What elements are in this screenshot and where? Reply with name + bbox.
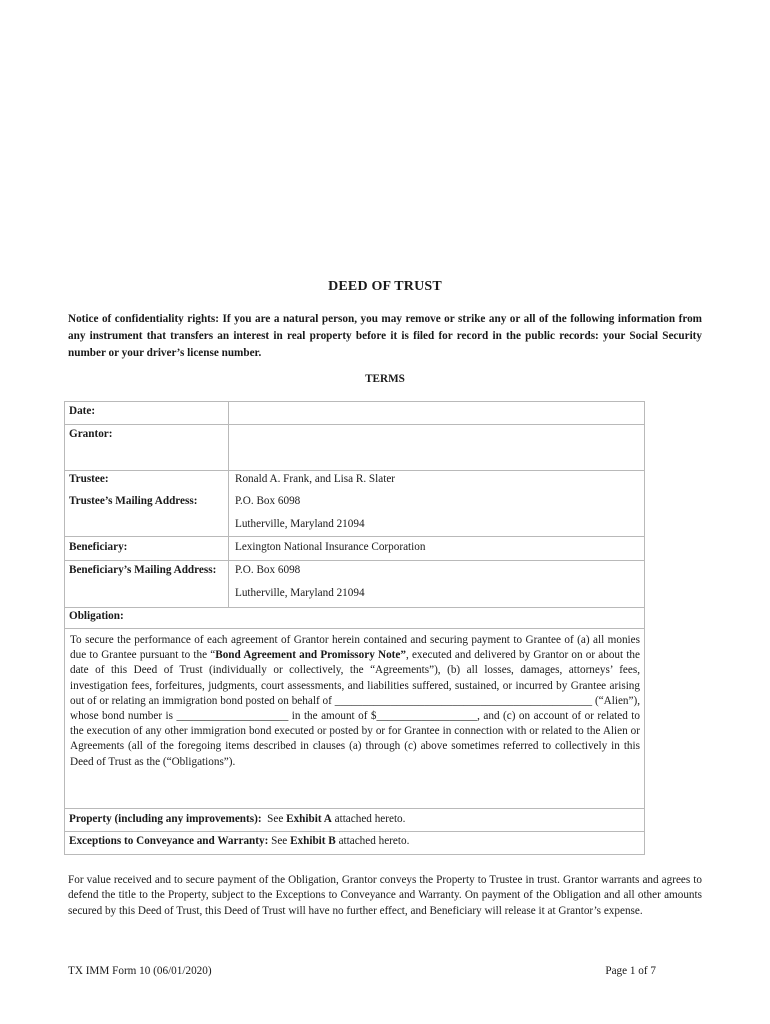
terms-table xyxy=(64,401,645,855)
property-exhibit: Exhibit A xyxy=(286,813,332,825)
row-divider xyxy=(65,470,644,471)
row-divider xyxy=(65,831,644,832)
property-label: Property (including any improvements): xyxy=(69,813,262,825)
confidentiality-notice: Notice of confidentiality rights: If you are a natural person, you may remove or strike any or all of the following information from any instrument that transfers an interest in real property before it is filed for record in the public records: your Social Security number or your driver’s license number. xyxy=(68,313,702,359)
obligation-bold-term: Bond Agreement and Promissory Note” xyxy=(215,649,406,662)
date-label: Date: xyxy=(69,405,96,417)
exceptions-exhibit: Exhibit B xyxy=(290,835,336,847)
exceptions-post: attached hereto. xyxy=(335,835,410,847)
property-pre: See xyxy=(267,813,287,825)
closing-paragraph: For value received and to secure payment of the Obligation, Grantor conveys the Property to Trustee in trust. Grantor warrants and agrees to defend the title to the Property, subject to the Exceptions to Conveyance and Warranty. On payment of the Obligation and all other amounts secured by this Deed of Trust, this Deed of Trust will have no further effect, and Beneficiary will release it at Grantor’s expense. xyxy=(68,874,702,917)
footer-page-number: Page 1 of 7 xyxy=(605,965,656,977)
beneficiary-label: Beneficiary: xyxy=(69,541,128,553)
trustee-address-line2: Lutherville, Maryland 21094 xyxy=(235,518,365,530)
grantor-label: Grantor: xyxy=(69,428,113,440)
trustee-address-line1: P.O. Box 6098 xyxy=(235,495,301,507)
column-divider xyxy=(228,402,229,607)
footer-form-id: TX IMM Form 10 (06/01/2020) xyxy=(68,965,212,977)
trustee-value: Ronald A. Frank, and Lisa R. Slater xyxy=(235,473,396,485)
beneficiary-address-line2: Lutherville, Maryland 21094 xyxy=(235,587,365,599)
trustee-label: Trustee: xyxy=(69,473,109,485)
beneficiary-address-label: Beneficiary’s Mailing Address: xyxy=(69,564,217,576)
exceptions-row xyxy=(69,834,409,849)
row-divider xyxy=(65,808,644,809)
row-divider xyxy=(65,607,644,608)
exceptions-pre: See xyxy=(271,835,291,847)
row-divider xyxy=(65,424,644,425)
exceptions-label: Exceptions to Conveyance and Warranty: xyxy=(69,835,269,847)
grantor-value[interactable] xyxy=(235,427,635,465)
beneficiary-address-line1: P.O. Box 6098 xyxy=(235,564,301,576)
terms-heading: TERMS xyxy=(365,373,405,385)
row-divider xyxy=(65,628,644,629)
row-divider xyxy=(65,536,644,537)
beneficiary-value: Lexington National Insurance Corporation xyxy=(235,541,426,553)
row-divider xyxy=(65,560,644,561)
obligation-text-part2: , executed and delivered by Grantor on or about the date of this Deed of Trust (individually or collectively, the “Agreements”), (b) all losses, damages, attorneys’ fees, investigation fees, forfeitures, judgments, court assessments, and liabilities suffered, sustained, or incurred by Grantee arising out of or relating an immigration bond posted on behalf of ______________________________________________ (“Alien”), whose bond number is ____________________ in the amount of $__________________, and (c) on account of or related to the execution of any other immigration bond executed or posted by or for Grantee in connection with or related to the Alien or Agreements (all of the foregoing items described in clauses (a) through (c) above sometimes referred to collectively in this Deed of Trust as the (“Obligations”). xyxy=(70,649,640,768)
property-post: attached hereto. xyxy=(331,813,406,825)
trustee-address-label: Trustee’s Mailing Address: xyxy=(69,495,198,507)
obligation-text xyxy=(70,633,640,770)
obligation-text-part1: To secure the performance of each agreement of Grantor herein contained and securing payment to Grantee of (a) all monies due to Grantee pursuant to the “ xyxy=(70,634,640,662)
property-row xyxy=(69,812,405,827)
doc-title: DEED OF TRUST xyxy=(328,279,442,294)
date-value[interactable] xyxy=(235,404,635,420)
obligation-label: Obligation: xyxy=(69,610,124,622)
